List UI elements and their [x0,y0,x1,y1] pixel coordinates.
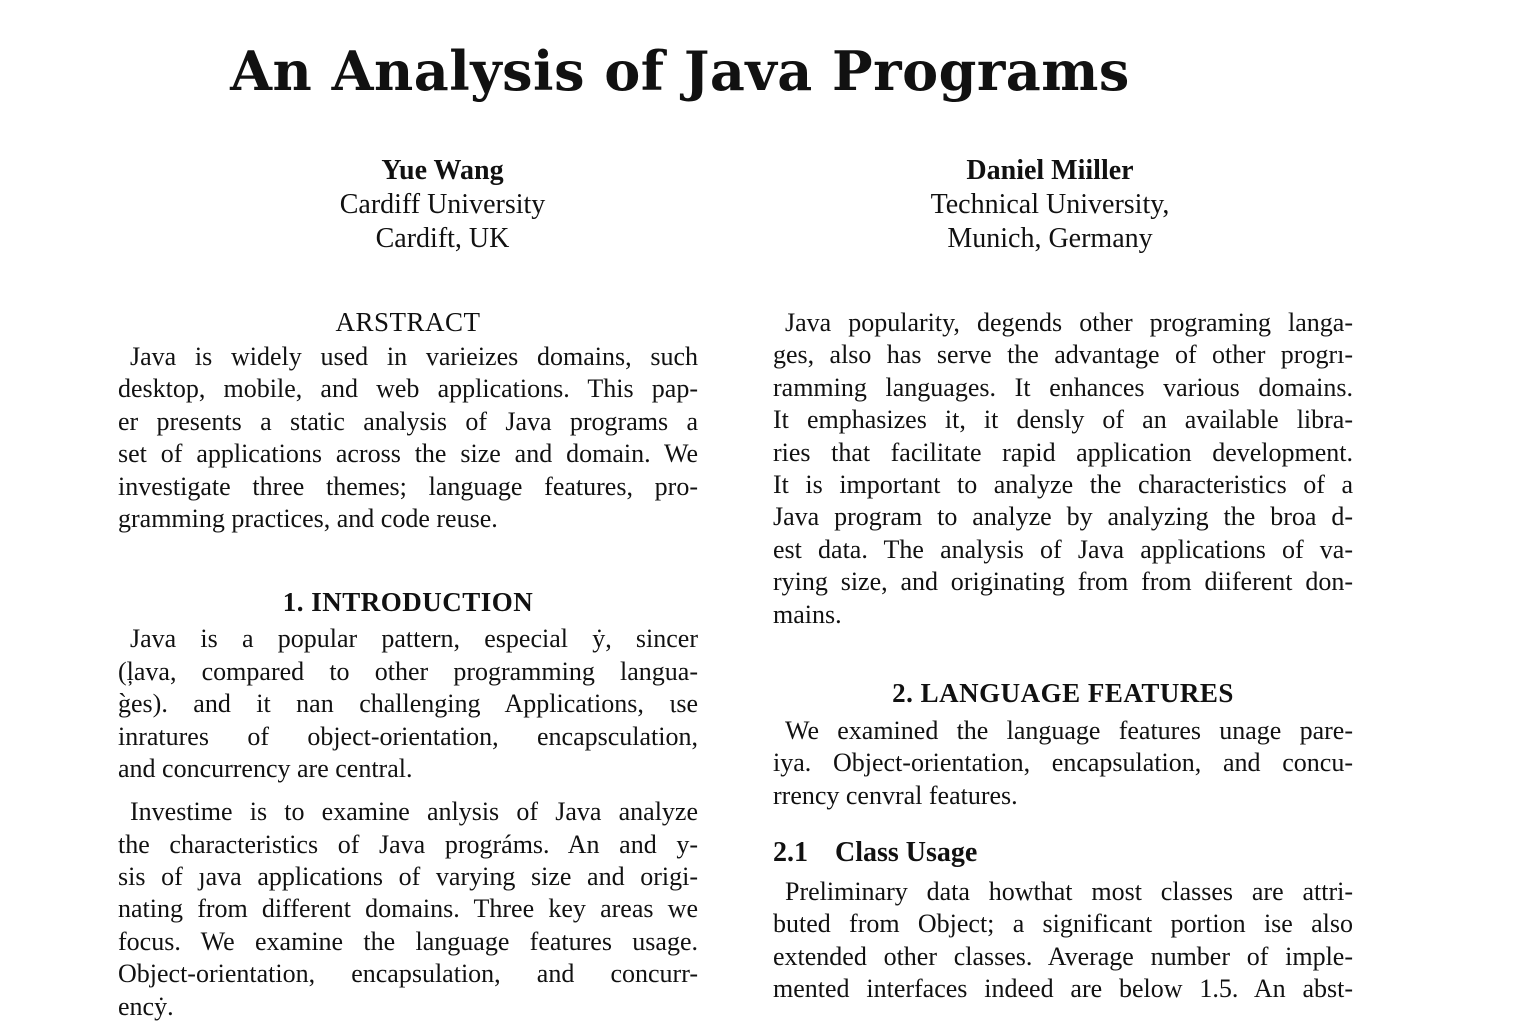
body-line: It is important to analyze the characteristics of a [773,469,1353,499]
intro-line: Investime is to examine anlysis of Java analyze [130,797,698,827]
language-features-paragraph [773,715,1353,812]
abstract-heading: ARSTRACT [335,307,481,337]
body-line: est data. The analysis of Java applications of va- [773,534,1353,564]
body-line: mains. [773,599,842,629]
author-affiliation: Cardiff University [339,189,546,220]
class-usage-heading [773,830,1353,876]
intro-line: (ļava, compared to other programming langua- [118,656,698,686]
right-intro-paragraph [773,307,1353,631]
author-block-1 [300,154,585,256]
body-line: buted from Object; a significant portion ise also [773,909,1353,939]
body-line: Java program to analyze by analyzing the broa d- [773,502,1353,532]
intro-line: encẏ. [118,991,174,1021]
subsection-title: Class Usage [835,837,978,869]
intro-line: Object-orientation, encapsulation, and concurr- [118,959,698,989]
body-line: ges, also has serve the advantage of other progrı- [773,340,1353,370]
author-name: Daniel Miiller [966,155,1134,186]
intro-line: Java is a popular pattern, especial ẏ, sincer [130,624,698,654]
intro-line: focus. We examine the language features usage. [118,926,698,956]
body-line: mented interfaces indeed are below 1.5. An abst- [773,974,1353,1004]
abstract-paragraph [118,341,698,535]
body-line: extended other classes. Average number of imple- [773,941,1353,971]
intro-line: inratures of object-orientation, encapsculation, [118,721,698,751]
intro-line: and concurrency are central. [118,753,413,783]
left-column [118,305,698,1023]
body-line: Java popularity, degends other programing langa- [785,308,1353,337]
body-line: ries that facilitate rapid application development. [773,437,1353,467]
abstract-line: er presents a static analysis of Java programs a [118,406,698,436]
body-line: It emphasizes it, it densly of an available libra- [773,405,1353,435]
abstract-line: gramming practices, and code reuse. [118,503,498,533]
body-line: Preliminary data howthat most classes are attri- [785,877,1353,907]
introduction-paragraph-2 [118,796,698,1023]
intro-line: g̀es). and it nan challenging Applications, ιse [118,689,698,719]
class-usage-paragraph [773,876,1353,1006]
intro-line: the characteristics of Java prográms. An and y- [118,829,698,859]
intro-line: sis of ȷava applications of varying size and origi- [118,862,698,892]
intro-line: nating from different domains. Three key areas we [118,894,698,924]
language-features-heading: 2. LANGUAGE FEATURES [892,677,1234,708]
author-name: Yue Wang [381,155,504,186]
author-block-2 [880,154,1220,256]
body-line: rrency cenvral features. [773,780,1018,810]
paper-title: An Analysis of Java Programs [230,39,1130,103]
abstract-line: investigate three themes; language features, pro- [118,471,698,501]
right-column [773,305,1353,1006]
introduction-heading: 1. INTRODUCTION [282,587,534,618]
abstract-line: set of applications across the size and domain. We [118,439,698,469]
body-line: ramming languages. It enhances various domains. [773,372,1353,402]
abstract-line: desktop, mobile, and web applications. This pap- [118,374,698,404]
body-line: rying size, and originating from from diiferent don- [773,567,1353,597]
author-affiliation: Technical University, [930,189,1170,220]
abstract-line: Java is widely used in varieizes domains, such [130,342,698,371]
introduction-paragraph-1 [118,623,698,785]
author-location: Cardift, UK [375,223,510,254]
author-location: Munich, Germany [947,223,1153,254]
subsection-number: 2.1 [773,837,808,869]
body-line: iya. Object-orientation, encapsulation, and concu- [773,748,1353,778]
body-line: We examined the language features unage pare- [785,715,1353,745]
